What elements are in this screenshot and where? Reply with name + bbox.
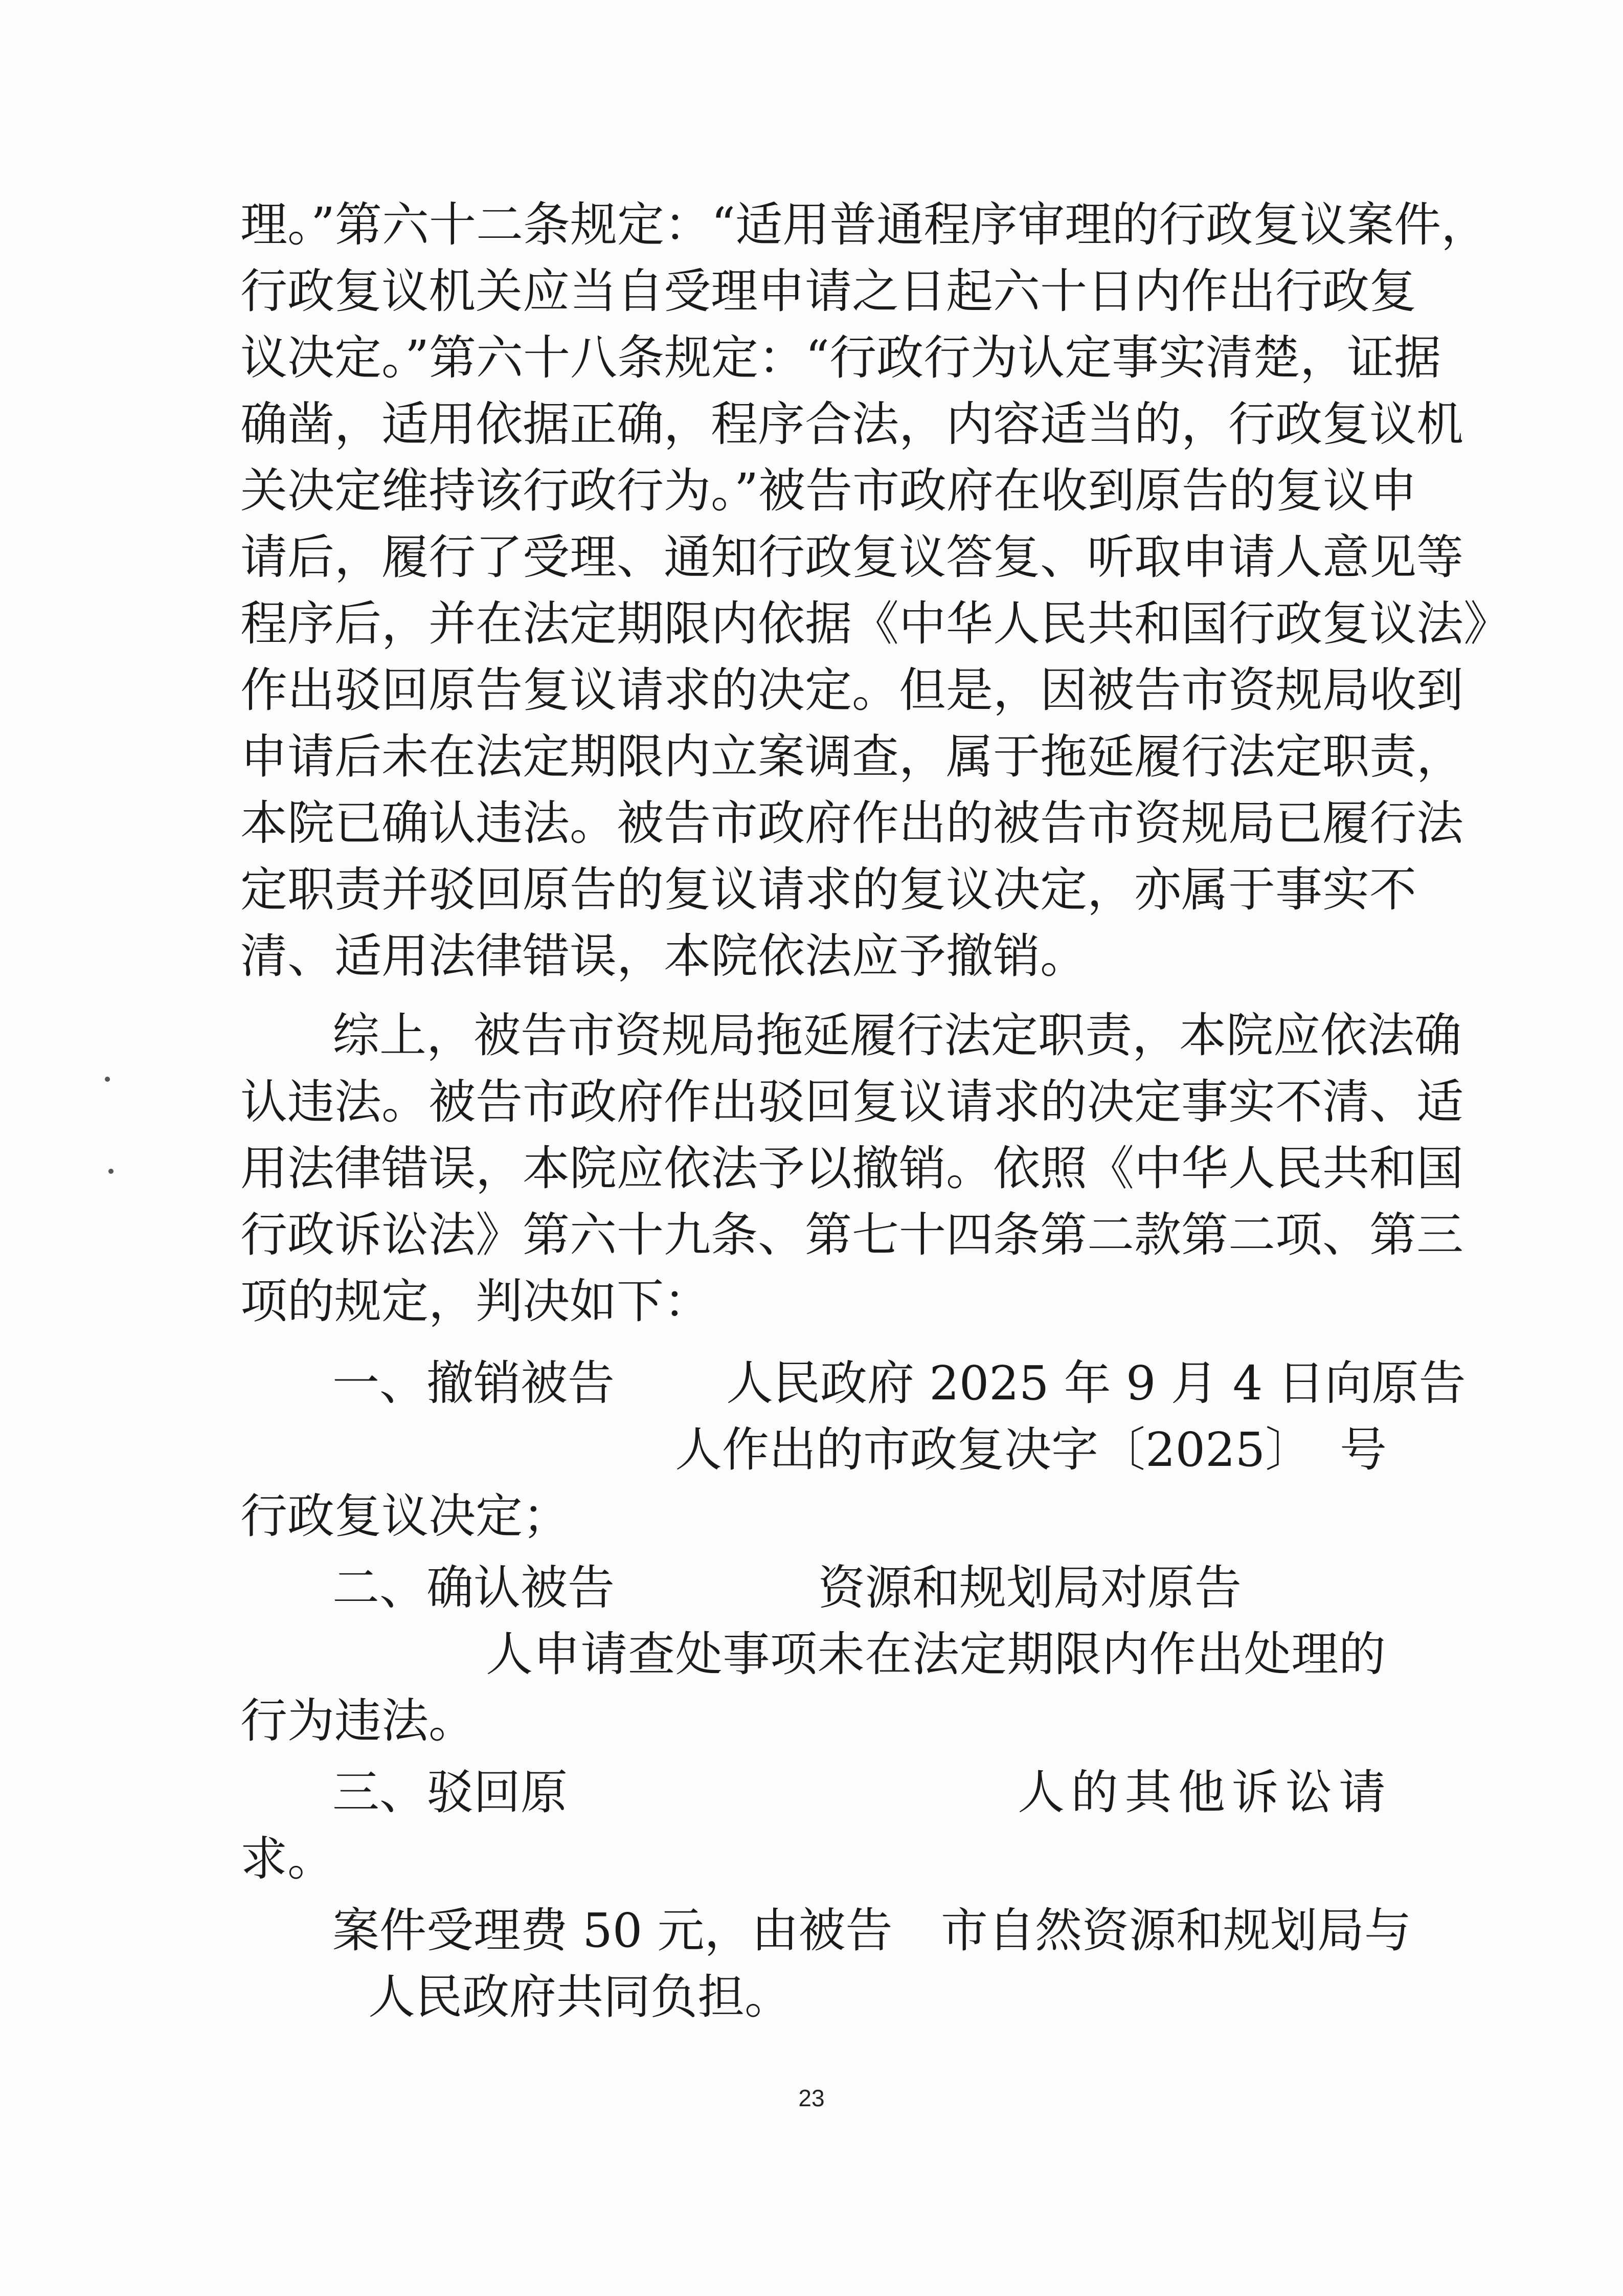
judgment-item-2-start: 二、确认被告: [332, 1561, 615, 1615]
body-line: 申请后未在法定期限内立案调查，属于拖延履行法定职责，: [240, 729, 1464, 784]
judgment-item-1-text: 号: [1340, 1422, 1387, 1477]
body-line: 综上，被告市资规局拖延履行法定职责，本院应依法确: [332, 1008, 1462, 1063]
body-line: 理。”第六十二条规定：“适用普通程序审理的行政复议案件，: [240, 197, 1489, 252]
judgment-item-2-text: 资源和规划局对原告: [818, 1561, 1242, 1615]
body-line: 行政复议机关应当自受理申请之日起六十日内作出行政复: [240, 264, 1417, 319]
judgment-item-2-text: 行为违法。: [240, 1693, 476, 1748]
body-line: 议决定。”第六十八条规定：“行政行为认定事实清楚，证据: [240, 330, 1441, 385]
body-line: 用法律错误，本院应依法予以撤销。依照《中华人民共和国: [240, 1141, 1464, 1196]
body-line: 作出驳回原告复议请求的决定。但是，因被告市资规局收到: [240, 663, 1464, 718]
judgment-item-1-start: 一、撤销被告: [332, 1356, 615, 1411]
page-number: 23: [798, 2085, 825, 2111]
body-line: 行政诉讼法》第六十九条、第七十四条第二款第二项、第三: [240, 1208, 1464, 1262]
scan-speck: [105, 1077, 110, 1082]
scan-speck: [108, 1169, 114, 1174]
body-line: 清、适用法律错误，本院依法应予撤销。: [240, 929, 1088, 984]
judgment-item-3-start: 三、驳回原: [332, 1765, 568, 1820]
body-line: 定职责并驳回原告的复议请求的复议决定，亦属于事实不: [240, 862, 1417, 917]
fee-text: 市自然资源和规划局与: [941, 1903, 1412, 1958]
judgment-item-3-text: 求。: [240, 1832, 335, 1886]
judgment-item-1-text: 行政复议决定；: [240, 1489, 570, 1544]
body-line: 本院已确认违法。被告市政府作出的被告市资规局已履行法: [240, 796, 1464, 851]
judgment-item-2-text: 人申请查处事项未在法定期限内作出处理的: [486, 1627, 1386, 1682]
body-line: 确凿，适用依据正确，程序合法，内容适当的，行政复议机: [240, 397, 1464, 452]
body-line: 认违法。被告市政府作出驳回复议请求的决定事实不清、适: [240, 1075, 1464, 1129]
fee-text: 案件受理费 50 元，由被告: [332, 1903, 893, 1958]
judgment-item-1-text: 人作出的市政复决字〔2025〕: [675, 1422, 1313, 1477]
body-line: 项的规定，判决如下：: [240, 1274, 711, 1329]
fee-text: 人民政府共同负担。: [368, 1970, 792, 2024]
body-line: 程序后，并在法定期限内依据《中华人民共和国行政复议法》: [240, 596, 1511, 651]
judgment-item-3-text: 人的其他诉讼请: [1018, 1765, 1386, 1820]
body-line: 请后，履行了受理、通知行政复议答复、听取申请人意见等: [240, 530, 1464, 585]
judgment-item-1-text: 人民政府 2025 年 9 月 4 日向原告: [726, 1356, 1466, 1411]
body-line: 关决定维持该行政行为。”被告市政府在收到原告的复议申: [240, 463, 1417, 518]
